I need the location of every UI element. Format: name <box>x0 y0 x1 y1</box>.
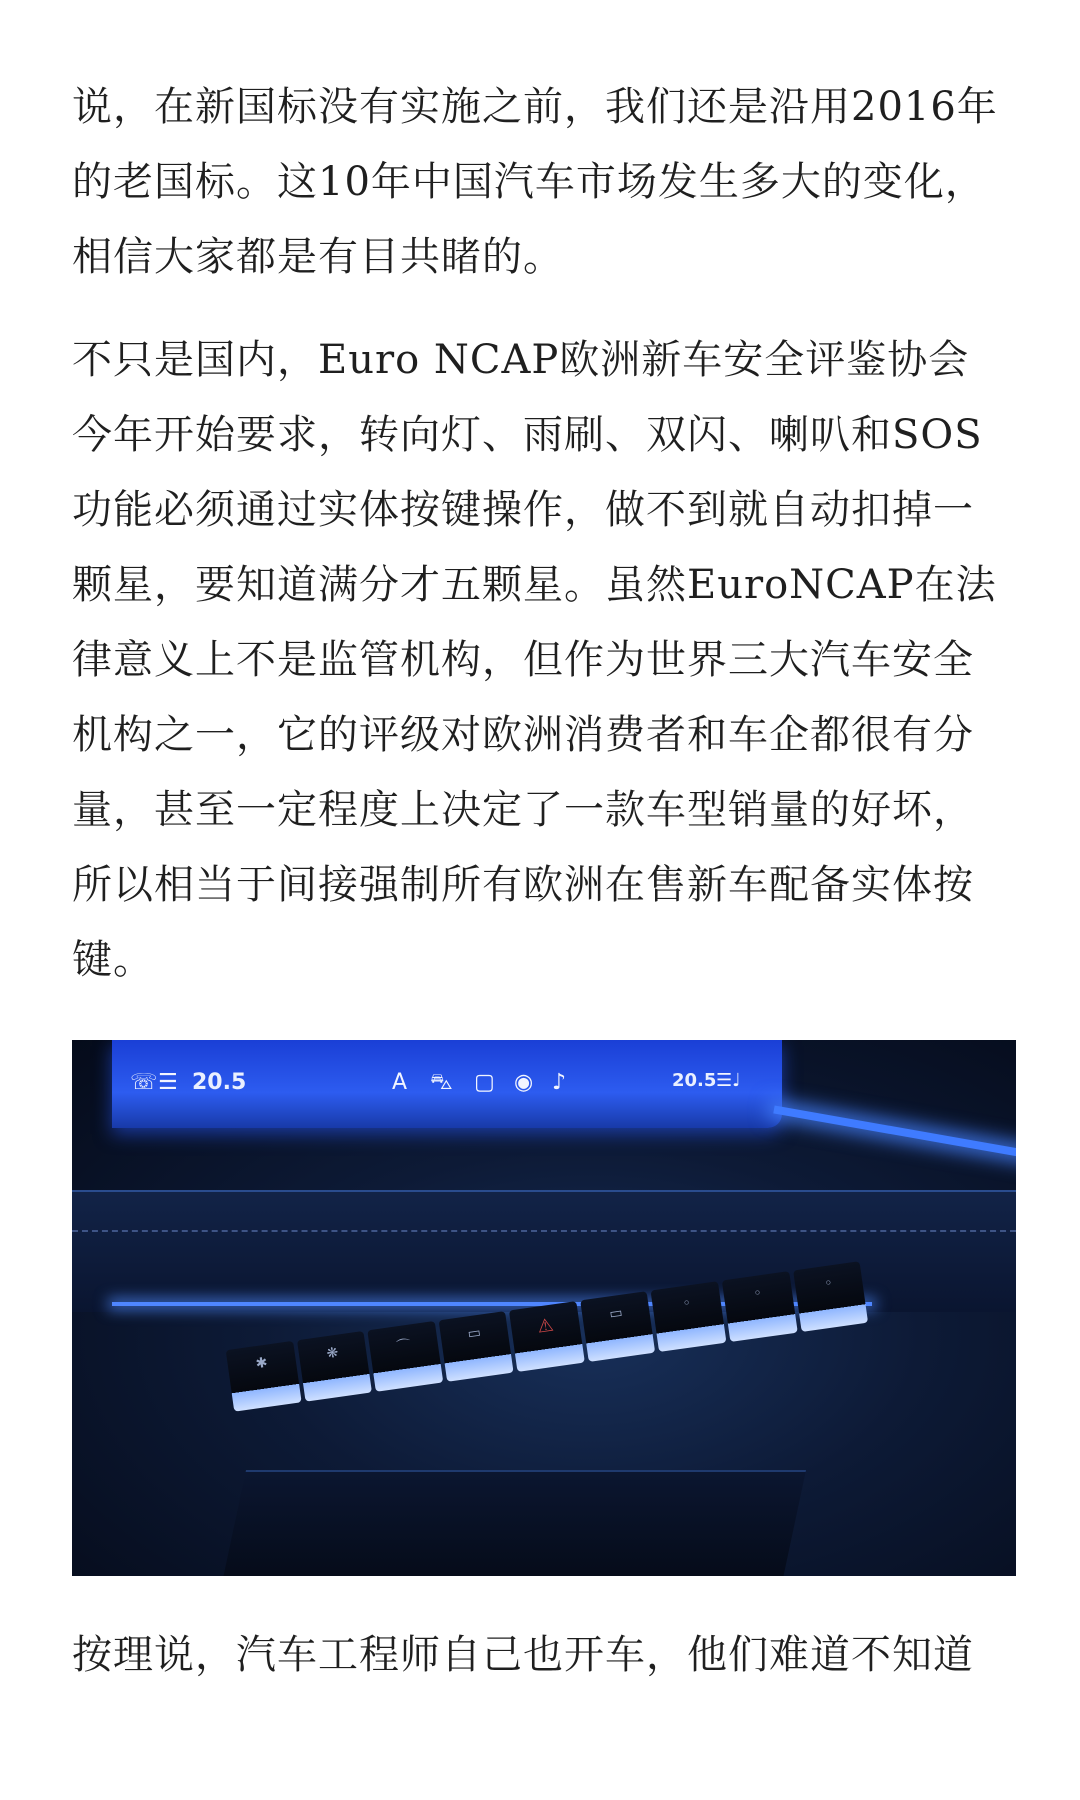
auto-icon: A <box>392 1070 408 1095</box>
rear-defrost-icon: ▭ <box>466 1324 482 1343</box>
phone-icon: ☏ <box>130 1070 158 1095</box>
media-icon: ◉ <box>514 1070 534 1095</box>
rear-defrost-button <box>438 1311 514 1382</box>
menu-icon: ☰ <box>158 1070 178 1095</box>
ac-button <box>722 1271 798 1342</box>
fan-button <box>297 1331 373 1402</box>
hazard-button <box>509 1301 585 1372</box>
seat-icon: ☰♩ <box>716 1070 741 1091</box>
seat-heat-icon: ◦ <box>823 1275 834 1293</box>
article-body <box>72 70 1008 998</box>
hazard-icon: ⚠ <box>535 1314 555 1338</box>
fan-icon: ❋ <box>325 1344 340 1363</box>
dashboard-stitching <box>72 1230 1016 1232</box>
seat-heat-button <box>793 1261 869 1332</box>
front-defrost-button <box>580 1291 656 1362</box>
infotainment-screen <box>112 1040 782 1128</box>
paragraph-1: 说，在新国标没有实施之前，我们还是沿用2016年的老国标。这10年中国汽车市场发生多大的变化，相信大家都是有目共睹的。 <box>72 84 998 280</box>
auto-climate-button <box>651 1281 727 1352</box>
music-icon: ♪ <box>552 1070 567 1095</box>
center-console <box>218 1470 806 1576</box>
recirculation-icon: ⌒ <box>395 1337 412 1356</box>
defrost-icon: ✱ <box>254 1354 269 1373</box>
home-icon: ▢ <box>474 1070 495 1095</box>
auto-climate-icon: ◦ <box>681 1295 693 1313</box>
paragraph-3: 按理说，汽车工程师自己也开车，他们难道不知道 <box>72 1632 974 1678</box>
dashboard-panel <box>72 1190 1016 1312</box>
paragraph-2: 不只是国内，Euro NCAP欧洲新车安全评鉴协会今年开始要求，转向灯、雨刷、双闪、喇叭和SOS功能必须通过实体按键操作，做不到就自动扣掉一颗星，要知道满分才五颗星。虽然EuroNCAP在法律意义上不是监管机构，但作为世界三大汽车安全机构之一，它的评级对欧洲消费者和车企都很有分量，甚至一定程度上决定了一款车型销量的好坏，所以相当于间接强制所有欧洲在售新车配备实体按键。 <box>72 337 997 983</box>
defrost-button <box>226 1341 302 1412</box>
car-icon: ⛍ <box>430 1070 453 1095</box>
ambient-light <box>773 1105 1016 1158</box>
recirculation-button <box>367 1321 443 1392</box>
car-interior-photo <box>72 1040 1016 1576</box>
screen-right-temp: 20.5 <box>672 1070 717 1091</box>
front-defrost-icon: ▭ <box>608 1304 624 1323</box>
screen-left-temp: 20.5 <box>192 1070 247 1095</box>
article-continuation <box>72 1618 1008 1693</box>
ac-icon: ◦ <box>752 1285 763 1303</box>
